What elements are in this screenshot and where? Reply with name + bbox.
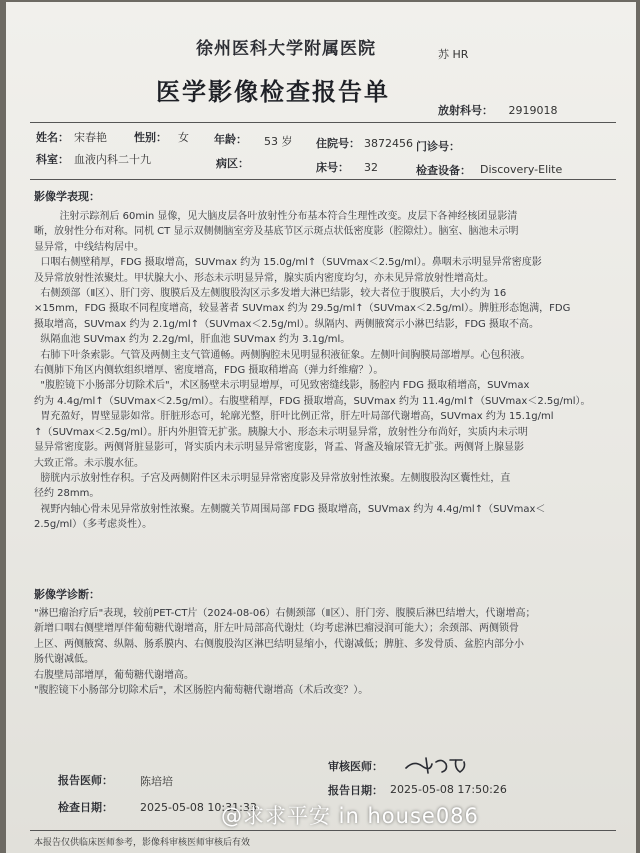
age-label: 年龄： <box>214 133 247 146</box>
watermark-text: @求求平安 in house086 <box>221 804 479 828</box>
findings-paragraph: 胃充盈好，胃壁显影如常。肝脏形态可，轮廓光整，肝叶比例正常，肝左叶局部代谢增高，SUVmax 约为 15.1g/ml ↑（SUVmax＜2.5g/ml）。肝内外胆管无扩张。胰腺大小、形态未示明显异常，放射性分布尚好，实质内未示明 显异常密度影。两侧肾脏显影可，肾实质内未示明显异常密度影，肾盂、肾盏及输尿管无扩张。两侧肾上腺显影 大致正常。未示腹水征。 <box>34 411 554 469</box>
bed-label: 床号： <box>316 161 349 174</box>
impression-paragraph: "淋巴瘤治疗后"表现，较前PET-CT片（2024-08-06）右侧颈部（Ⅱ区）、肝门旁、腹膜后淋巴结增大，代谢增高； 新增口咽右侧壁增厚伴葡萄糖代谢增高，肝左叶局部高代谢灶（均考虑淋巴瘤浸润可能大）；余颈部、两侧锁骨 上区、两侧腋窝、纵隔、肠系膜内、右侧腹股沟区淋巴结明显缩小，代谢减低；脾脏、多发骨质、盆腔内部分小 肠代谢减低。 <box>34 608 536 666</box>
reporter-label: 报告医师： <box>58 774 113 787</box>
report-paper <box>6 2 636 853</box>
reviewer-signature-image <box>402 754 472 776</box>
findings-paragraph: 右肺下叶条索影。气管及两侧主支气管通畅。两侧胸腔未见明显积液征象。左侧叶间胸膜局部增厚。心包积液。 右侧肺下角区内侧软组织增厚、密度增高，FDG 摄取稍增高（弹力纤维瘤？）。 <box>34 349 531 377</box>
admission-label: 住院号： <box>316 137 360 150</box>
admission-value: 3872456 <box>364 137 413 150</box>
findings-paragraph: 右侧颈部（Ⅱ区）、肝门旁、腹膜后及左侧腹股沟区示多发增大淋巴结影，较大者位于腹膜后，大小约为 16 ×15mm，FDG 摄取不同程度增高，较显著者 SUVmax 约为 29.5g/ml↑（SUVmax＜2.5g/ml）。脾脏形态饱满，FDG 摄取增高，SUVmax 约为 2.1g/ml↑（SUVmax＜2.5g/ml）。纵隔内、两侧腋窝示小淋巴结影，FDG 摄取不高。 <box>34 288 571 330</box>
reporter-value: 陈培培 <box>140 775 173 788</box>
dept-label: 科室： <box>36 153 69 166</box>
findings-paragraph: "腹腔镜下小肠部分切除术后"，术区肠壁未示明显增厚，可见致密缝线影，肠腔内 FDG 摄取稍增高，SUVmax 约为 4.4g/ml↑（SUVmax＜2.5g/ml）。右腹壁稍厚，FDG 摄取增高，SUVmax 约为 11.4g/ml↑（SUVmax＜2.5g/ml）。 <box>34 380 591 407</box>
hospital-name: 徐州医科大学附属医院 <box>196 39 376 59</box>
exam-date-value: 2025-05-08 10:31:33 <box>140 801 257 814</box>
exam-date-label: 检查日期： <box>58 801 113 814</box>
bed-value: 32 <box>364 161 378 174</box>
radiology-number <box>438 102 558 118</box>
province-code: 苏 HR <box>438 48 469 61</box>
report-date-label: 报告日期： <box>328 784 383 797</box>
age-value: 53 岁 <box>264 135 293 148</box>
report-date-value: 2025-05-08 17:50:26 <box>390 783 507 796</box>
findings-section <box>34 209 604 533</box>
device-label: 检查设备： <box>416 164 471 177</box>
patient-info-rule <box>30 179 616 180</box>
impression-paragraph: "腹腔镜下小肠部分切除术后"，术区肠腔内葡萄糖代谢增高（术后改变？）。 <box>34 685 369 697</box>
radiology-number-value: 2919018 <box>508 104 558 117</box>
name-label: 姓名： <box>36 131 69 144</box>
clinic-label: 门诊号： <box>416 140 460 153</box>
footer-note: 本报告仅供临床医师参考，影像科审核医师审核后有效 <box>34 838 251 848</box>
reviewer-label: 审核医师： <box>328 760 383 773</box>
findings-paragraph: 视野内轴心骨未见异常放射性浓聚。左侧髋关节周围局部 FDG 摄取增高，SUVmax 约为 4.4g/ml↑（SUVmax＜ 2.5g/ml）（多考虑炎性）。 <box>34 503 546 531</box>
findings-paragraph: 膀胱内示放射性存积。子宫及两侧附件区未示明显异常密度影及异常放射性浓聚。左侧腹股沟区囊性灶，直 径约 28mm。 <box>34 472 511 500</box>
impression-section <box>34 606 604 698</box>
ward-label: 病区： <box>216 157 249 170</box>
findings-paragraph: 注射示踪剂后 60min 显像，见大脑皮层各叶放射性分布基本符合生理性改变。皮层下各神经核团显影清 晰，放射性分布对称。同机 CT 显示双侧侧脑室旁及基底节区示斑点状低密度影（腔隙灶）。脑室、脑池未示明 显异常，中线结构居中。 <box>34 211 519 253</box>
report-title: 医学影像检查报告单 <box>156 77 390 106</box>
dept-value: 血液内科二十九 <box>74 153 151 166</box>
sex-value: 女 <box>178 131 189 144</box>
impression-paragraph: 右腹壁局部增厚，葡萄糖代谢增高。 <box>34 669 194 681</box>
footer-rule <box>30 830 616 831</box>
findings-paragraph: 口咽右侧壁稍厚，FDG 摄取增高，SUVmax 约为 15.0g/ml↑（SUVmax＜2.5g/ml）。鼻咽未示明显异常密度影 及异常放射性浓聚灶。甲状腺大小、形态未示明显异常，腺实质内密度均匀，亦未见异常放射性增高灶。 <box>34 257 542 284</box>
radiology-number-label: 放射科号： <box>438 104 493 117</box>
sex-label: 性别： <box>134 131 167 144</box>
device-value: Discovery-Elite <box>480 163 563 176</box>
header-rule <box>30 122 616 123</box>
findings-title: 影像学表现： <box>34 190 100 203</box>
findings-paragraph: 纵隔血池 SUVmax 约为 2.2g/ml，肝血池 SUVmax 约为 3.1g/ml。 <box>34 334 351 346</box>
name-value: 宋春艳 <box>74 131 107 144</box>
impression-title: 影像学诊断： <box>34 588 100 601</box>
